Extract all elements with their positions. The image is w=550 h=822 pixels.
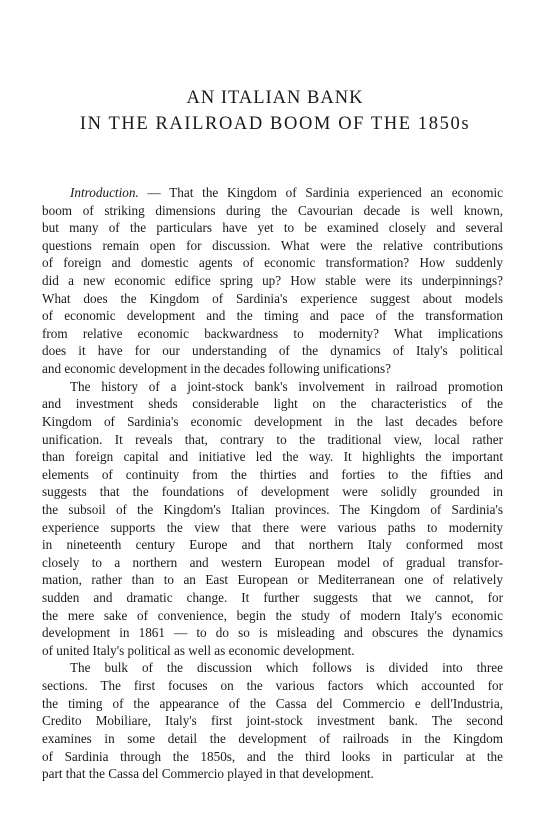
paragraph-line: from relative economic backwardness to modernity? What implications [42,325,503,341]
paragraph-line: Credito Mobiliare, Italy's first joint-stock investment bank. The second [42,713,503,729]
title-line-2: IN THE RAILROAD BOOM OF THE 1850s [79,114,471,134]
paragraph-line: boom of striking dimensions during the Cavourian decade is well known, [42,202,503,218]
paragraph-line [42,184,503,202]
paragraph-line: Kingdom of Sardinia's economic development in the last decades before [42,413,503,429]
paragraph-line: questions remain open for discussion. What were the relative contributions [42,237,503,253]
paragraph-line: sudden and dramatic change. It further suggests that we cannot, for [42,590,503,606]
title-line-1: AN ITALIAN BANK [186,88,364,108]
paragraph-line: of economic development and the timing and pace of the transformation [42,308,503,324]
paragraph-line: closely to a northern and western European model of gradual transfor- [42,554,503,570]
paragraph-line: of Sardinia through the 1850s, and the third looks in particular at the [42,748,503,764]
paragraph-line: sections. The first focuses on the various factors which accounted for [42,678,503,694]
paragraph-line: mation, rather than to an East European or Mediterranean one of relatively [42,572,503,588]
paragraph-line: development in 1861 — to do so is misleading and obscures the dynamics [42,625,503,641]
paragraph-line: the mere sake of convenience, begin the study of modern Italy's economic [42,607,503,623]
paragraph-line: experience supports the view that there were various paths to modernity [42,519,503,535]
paragraph-line: did a new economic edifice spring up? How stable were its underpinnings? [42,273,503,289]
paragraph-line: The history of a joint-stock bank's involvement in railroad promotion [70,378,503,394]
intro-line-text: — That the Kingdom of Sardinia experienced an economic [138,185,503,200]
paragraph-line: of foreign and domestic agents of economic transformation? How suddenly [42,255,503,271]
paragraph-line: does it have for our understanding of the dynamics of Italy's political [42,343,503,359]
paragraph-line: elements of continuity from the thirties and forties to the fifties and [42,466,503,482]
paragraph-line: the timing of the appearance of the Cassa del Commercio e dell'Industria, [42,695,503,711]
paragraph-line: but many of the particulars have yet to be examined closely and several [42,220,503,236]
paragraph-line: examines in some detail the development of railroads in the Kingdom [42,730,503,746]
paragraph-line: The bulk of the discussion which follows is divided into three [70,660,503,676]
paragraph-line: suggests that the foundations of development were solidly grounded in [42,484,503,500]
paragraph-line: and economic development in the decades following unifications? [42,361,391,377]
paragraph-line: of united Italy's political as well as economic development. [42,642,355,658]
paragraph-line: than foreign capital and initiative led the way. It highlights the important [42,449,503,465]
paragraph-line: in nineteenth century Europe and that northern Italy conformed most [42,537,503,553]
paragraph-line: What does the Kingdom of Sardinia's experience suggest about models [42,290,503,306]
body-text [42,184,503,783]
paragraph-line: unification. It reveals that, contrary to the traditional view, local rather [42,431,503,447]
intro-label: Introduction. [70,185,139,200]
paragraph-line: the subsoil of the Kingdom's Italian provinces. The Kingdom of Sardinia's [42,501,503,517]
paragraph-line: and investment sheds considerable light on the characteristics of the [42,396,503,412]
paragraph-line: part that the Cassa del Commercio played in that development. [42,766,374,782]
